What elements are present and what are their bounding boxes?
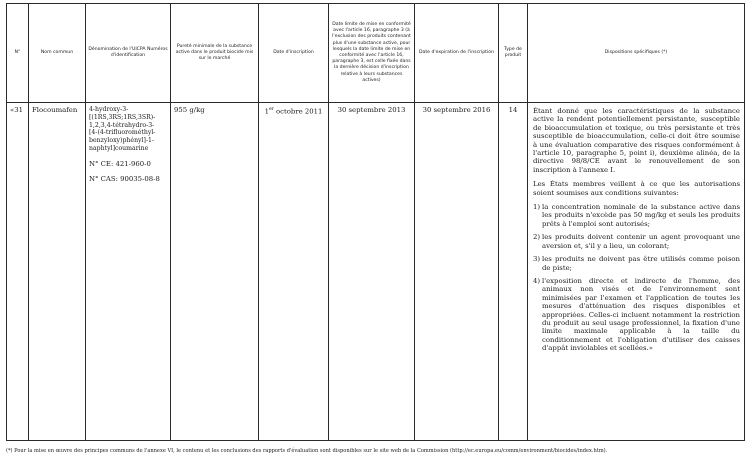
cell-product-type: 14 [499,103,528,441]
list-item: 4) l'exposition directe et indirecte de l'homme, des animaux non visés et de l'environnement sont minimisées par l'examen et l'application de toutes les mesures d'atténuation des risques disponibles et appropriées. Celles-ci incluent notamment la restriction du produit au seul usage professionnel, la fixation d'une limite maximale applicable à la taille du conditionnement et l'obligation d'utiliser des caisses d'appât inviolables et scellées.» [533,276,740,353]
cell-common-name: Flocoumafen [29,103,86,441]
substances-table [6,3,745,441]
list-item: 2) les produits doivent contenir un agent provoquant une aversion et, s'il y a lieu, un colorant; [533,233,740,250]
header-compliance-date: Date limite de mise en conformité avec l'article 16, paragraphe 3 (à l'exclusion des produits contenant plus d'une substance active, pour lesquels la date limite de mise en conformité avec l'article 16, paragraphe 3, est celle fixée dans la dernière décision d'inscription relative à leurs substances actives) [329,4,415,103]
iupac-name: 4-hydroxy-3- [(1RS,3RS;1RS,3SR)- 1,2,3,4-tétrahydro-3- [4-(4-trifluorométhyl- benzyloxy)phényl]-1- naphtyl]coumarine [89,106,156,152]
cell-iupac [86,103,171,441]
cell-provisions [528,103,745,441]
cell-no: «31 [7,103,29,441]
header-purity: Pureté minimale de la substance active dans le produit biocide mis sur le marché [171,4,259,103]
header-expiry-date: Date d'expiration de l'inscription [415,4,499,103]
provisions-paragraph-2: Les États membres veillent à ce que les autorisations soient soumises aux conditions suivantes: [533,180,740,197]
header-inclusion-date: Date d'inscription [259,4,329,103]
header-iupac: Dénomination de l'UICPA Numéros d'identification [86,4,171,103]
list-item: 3) les produits ne doivent pas être utilisés comme poison de piste; [533,255,740,272]
header-product-type: Type de produit [499,4,528,103]
footnote: (*) Pour la mise en œuvre des principes communs de l'annexe VI, le contenu et les conclusions des rapports d'évaluation sont disponibles sur le site web de la Commission (http://ec.europa.eu/comm/environment/biocides/index.htm). [6,448,608,454]
header-common-name: Nom commun [29,4,86,103]
table-row [7,103,745,441]
header-provisions: Dispositions spécifiques (*) [528,4,745,103]
cell-compliance-date: 30 septembre 2013 [329,103,415,441]
cell-inclusion-date: 1er octobre 2011 [259,103,329,441]
cell-purity: 955 g/kg [171,103,259,441]
provisions-paragraph-1: Étant donné que les caractéristiques de la substance active la rendent potentiellement persistante, susceptible de bioaccumulation et toxique, ou très persistante et très susceptible de bioaccumulation, celle-ci doit être soumise à une évaluation comparative des risques conformément à l'article 10, paragraphe 5, point i), deuxième alinéa, de la directive 98/8/CE avant le renouvellement de son inscription à l'annexe I. [533,107,740,174]
cas-number: N° CAS: 90035-08-8 [89,175,160,184]
conditions-list [533,203,740,353]
header-no: N° [7,4,29,103]
list-item: 1) la concentration nominale de la substance active dans les produits n'excède pas 50 mg/kg et seuls les produits prêts à l'emploi sont autorisés; [533,203,740,228]
ec-number: N° CE: 421-960-0 [89,159,151,168]
header-row [7,4,745,103]
cell-expiry-date: 30 septembre 2016 [415,103,499,441]
